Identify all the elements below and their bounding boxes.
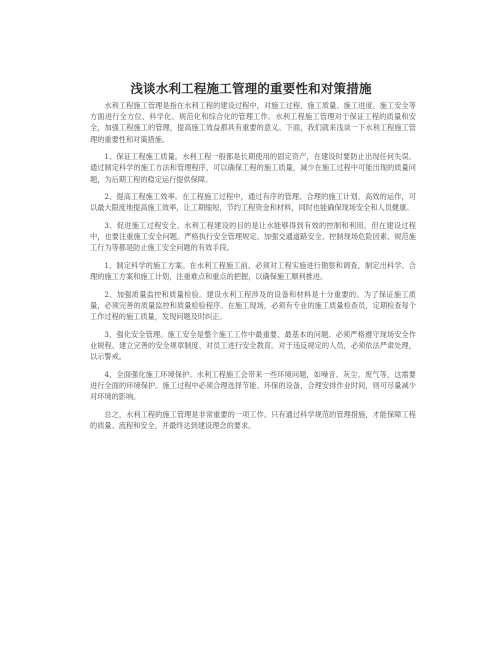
document-title: 浅谈水利工程施工管理的重要性和对策措施	[130, 81, 372, 96]
conclusion-paragraph: 总之，水利工程的施工管理是非常重要的一项工作。只有通过科学规范的管理措施，才能保障工程的质量、流程和安全，并最终达到建设理念的要求。	[90, 409, 416, 430]
measure-item-safety-management: 3、强化安全管理。施工安全是整个施工工作中最重要、最基本的问题。必须严格遵守现场安全作业规程、建立完善的安全规章制度、对员工进行安全教育。对于违反规定的人员，必须依法严肃处理，以示警戒。	[90, 329, 416, 362]
importance-item-quality: 1、保证工程施工质量。水利工程一般都是长期使用的固定资产，在建设时要防止出现任何失误。通过制定科学的施工方法和管理程序，可以确保工程的施工质量，减少在施工过程中可能出现的质量问题，为后期工程的稳定运行提供保障。	[90, 152, 416, 184]
measure-item-environment: 4、全面强化施工环境保护。水利工程施工会带来一些环境问题，如噪音、灰尘、废气等，这需要进行全面的环境保护。施工过程中必须合理选择节能、环保的设备，合理安排作业时间，则可尽量减少对环境的影响。	[90, 369, 416, 402]
intro-paragraph: 水利工程施工管理是指在水利工程的建设过程中，对施工过程、施工质量、施工进度、施工安全等方面进行全方位、科学化、规范化和综合化的管理工作。水利工程施工管理对于保证工程的质量和安全，加强工程施工的管理，提高施工效益都具有重要的意义。下面，我们就来浅谈一下水利工程施工管理的重要性和对策措施。	[90, 101, 416, 144]
measure-item-plan: 1、制定科学的施工方案。在水利工程施工前，必须对工程实施进行勘察和调查，制定出科学、合理的施工方案和施工计划，注重难点和重点的把握，以确保施工顺利推进。	[90, 261, 416, 282]
measure-item-quality-control: 2、加强质量监控和质量检验。建设水利工程涉及的设备和材料是十分重要的。为了保证施工质量，必须完善的质量监控和质量检验程序。在施工现场，必须有专业的施工质量检查员，定期检查每个工作过程的施工质量，发现问题及时纠正。	[90, 289, 416, 322]
document-body	[90, 100, 416, 438]
importance-item-safety: 3、促进施工过程安全。水利工程建设的目的是让水能够得到有效的控制和利用，但在建设过程中，也要注重施工安全问题。严格执行安全管理规定、加强交通道路安全、控制现场危险因素、规范施工行为等都是防止施工安全问题的有效手段。	[90, 221, 416, 253]
importance-item-efficiency: 2、提高工程施工效率。在工程施工过程中，通过有序的管理、合理的施工计划、高效的运作，可以最大限度地提高施工效率，让工期缩短，节约工程资金和材料，同时也能确保现场安全和人员健康。	[90, 192, 416, 213]
